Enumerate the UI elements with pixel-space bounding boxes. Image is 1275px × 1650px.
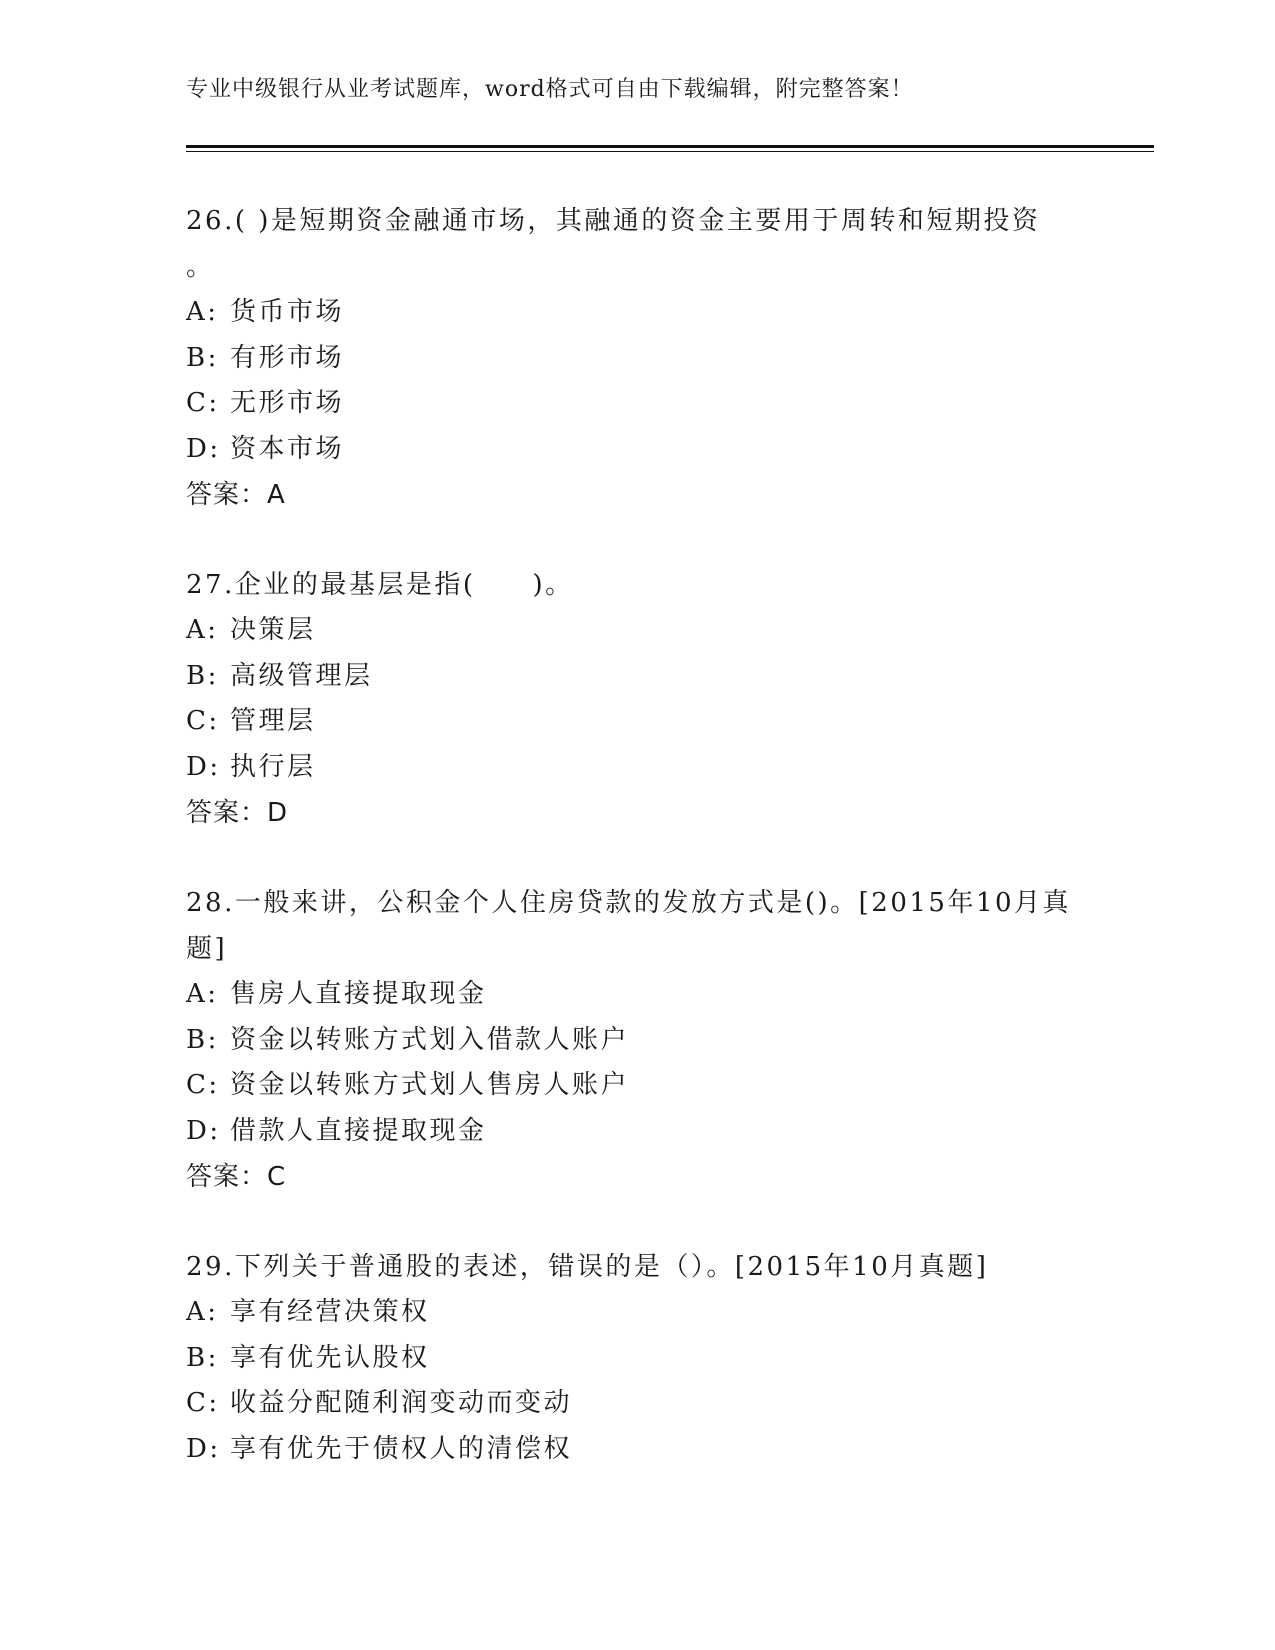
question-stem-continued: 。 <box>186 252 215 282</box>
option-a <box>186 608 1086 654</box>
option-letter: B: <box>186 1342 219 1373</box>
option-letter: D: <box>186 433 221 464</box>
question-26 <box>186 198 1086 518</box>
option-d <box>186 427 1086 473</box>
page-header: 专业中级银行从业考试题库，word格式可自由下载编辑，附完整答案！ <box>186 77 914 102</box>
option-d <box>186 1427 1086 1473</box>
option-text: 有形市场 <box>230 342 345 373</box>
option-c <box>186 1063 1086 1109</box>
question-stem: 29.下列关于普通股的表述，错误的是（）。[2015年10月真题] <box>186 1252 989 1282</box>
answer-line: 答案：C <box>186 1162 287 1192</box>
option-b <box>186 336 1086 382</box>
option-text: 资金以转账方式划人售房人账户 <box>230 1070 630 1100</box>
option-letter: B: <box>186 1024 219 1055</box>
option-letter: D: <box>186 1115 221 1146</box>
option-letter: A: <box>186 297 219 327</box>
question-28 <box>186 880 1086 1200</box>
option-letter: C: <box>186 1070 220 1100</box>
option-a <box>186 1290 1086 1336</box>
option-b <box>186 1336 1086 1382</box>
header-rule-thin <box>186 151 1154 152</box>
option-text: 借款人直接提取现金 <box>230 1115 487 1146</box>
answer-line: 答案：D <box>186 798 289 828</box>
option-c <box>186 1381 1086 1427</box>
option-text: 管理层 <box>230 706 316 736</box>
option-letter: A: <box>186 1297 219 1327</box>
option-letter: B: <box>186 342 219 373</box>
option-text: 执行层 <box>230 751 316 782</box>
option-text: 资金以转账方式划入借款人账户 <box>230 1024 630 1055</box>
option-letter: A: <box>186 615 219 645</box>
option-c <box>186 699 1086 745</box>
option-letter: C: <box>186 388 220 418</box>
answer-line: 答案：A <box>186 480 286 510</box>
option-text: 享有经营决策权 <box>230 1297 430 1327</box>
option-text: 决策层 <box>230 615 316 645</box>
option-c <box>186 381 1086 427</box>
question-stem: 28.一般来讲，公积金个人住房贷款的发放方式是()。[2015年10月真 <box>186 888 1072 918</box>
question-list <box>186 198 1086 1516</box>
option-letter: C: <box>186 1388 220 1418</box>
option-b <box>186 1018 1086 1064</box>
option-text: 收益分配随利润变动而变动 <box>230 1388 573 1418</box>
option-text: 货币市场 <box>230 297 345 327</box>
question-29 <box>186 1244 1086 1472</box>
option-text: 资本市场 <box>230 433 345 464</box>
option-b <box>186 654 1086 700</box>
header-rule-thick <box>186 145 1154 148</box>
option-d <box>186 745 1086 791</box>
option-text: 享有优先于债权人的清偿权 <box>230 1433 573 1464</box>
option-text: 售房人直接提取现金 <box>230 979 487 1009</box>
question-stem: 27.企业的最基层是指( )。 <box>186 570 574 600</box>
option-text: 高级管理层 <box>230 660 373 691</box>
option-letter: B: <box>186 660 219 691</box>
option-letter: D: <box>186 751 221 782</box>
option-letter: D: <box>186 1433 221 1464</box>
option-text: 无形市场 <box>230 388 345 418</box>
question-stem: 26.( )是短期资金融通市场，其融通的资金主要用于周转和短期投资 <box>186 206 1041 236</box>
option-letter: A: <box>186 979 219 1009</box>
option-d <box>186 1109 1086 1155</box>
option-text: 享有优先认股权 <box>230 1342 430 1373</box>
option-a <box>186 290 1086 336</box>
option-a <box>186 972 1086 1018</box>
question-stem-continued: 题] <box>186 934 228 964</box>
question-27 <box>186 562 1086 836</box>
option-letter: C: <box>186 706 220 736</box>
